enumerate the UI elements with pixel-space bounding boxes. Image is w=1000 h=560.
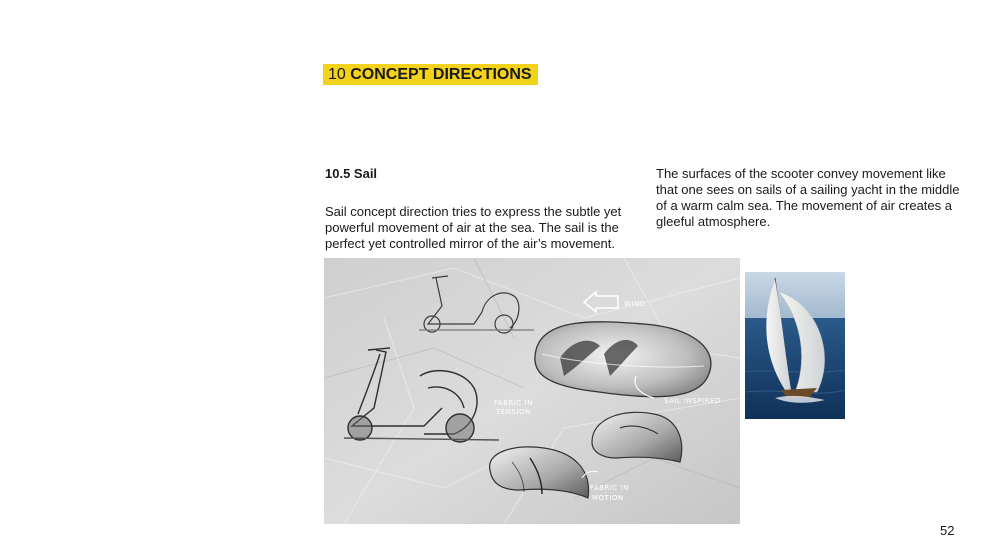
subsection-title: 10.5 Sail: [325, 166, 378, 181]
left-paragraph: Sail concept direction tries to express the subtle yet powerful movement of air at the sea. The sail is the perfect yet controlled mirror of the air’s movement.: [325, 204, 622, 251]
sail-shell-sketch: [535, 322, 711, 397]
concept-sketch-image: [324, 258, 740, 524]
page-number: 52: [940, 523, 955, 538]
wind-label: WIND: [624, 300, 646, 308]
sailing-yacht-photo: [745, 272, 845, 419]
section-heading: [323, 64, 538, 85]
section-title: CONCEPT DIRECTIONS: [350, 66, 532, 83]
fabric-motion-label-line2: MOTION: [592, 494, 624, 502]
fabric-tension-label-line2: TENSION: [496, 408, 531, 416]
fabric-tension-label-line1: FABRIC IN: [494, 399, 533, 407]
petal-shell-sketch-right: [592, 412, 682, 462]
right-paragraph: The surfaces of the scooter convey movement like that one sees on sails of a sailing yacht in the middle of a warm calm sea. The movement of air creates a gleeful atmosphere.: [656, 166, 960, 229]
section-number: 10: [328, 66, 346, 83]
sail-inspired-label: SAIL INSPIRED: [664, 397, 721, 405]
fabric-motion-label-line1: FABRIC IN: [590, 484, 629, 492]
